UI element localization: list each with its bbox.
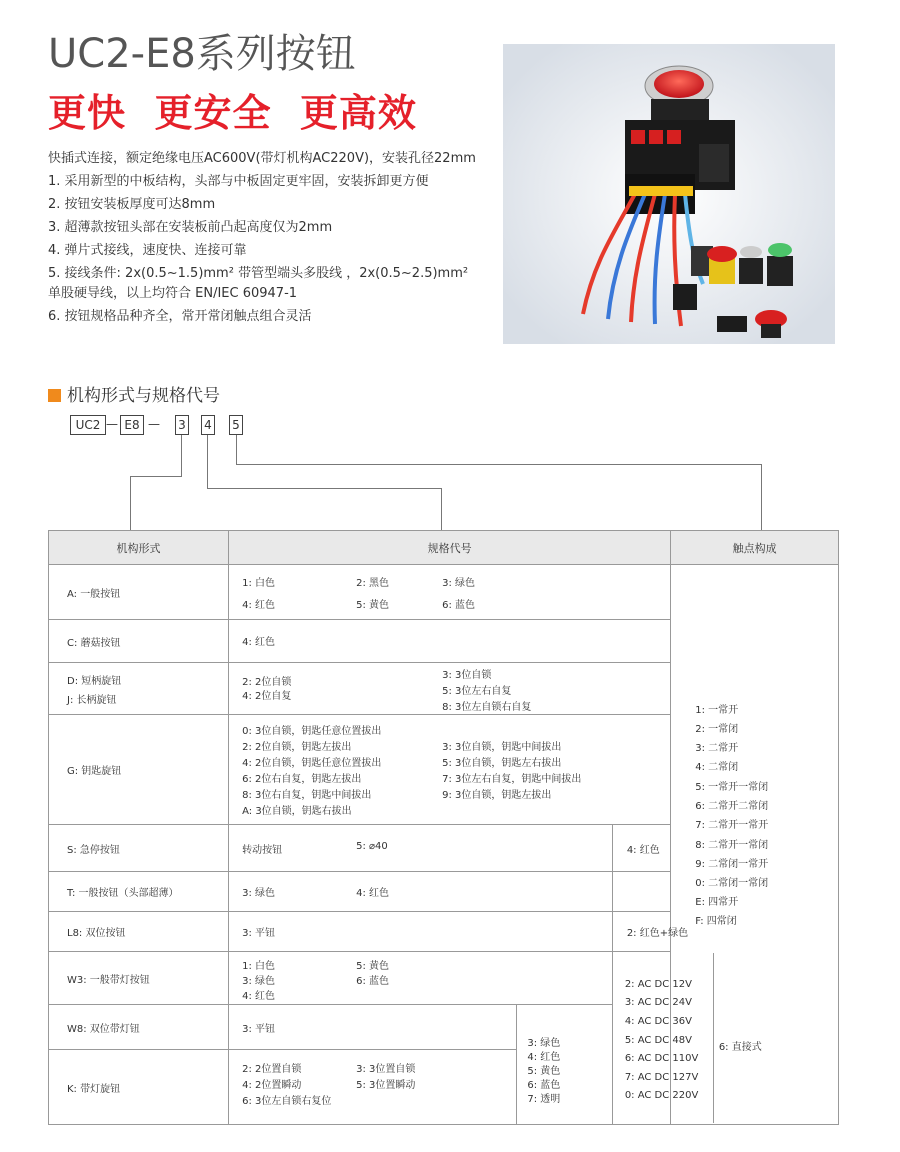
spec-item: 4: 2位置瞬动 bbox=[242, 1080, 302, 1091]
spec-table bbox=[48, 530, 839, 1125]
mech-label: S: 急停按钮 bbox=[49, 825, 229, 872]
contact-item: F: 四常闭 bbox=[695, 916, 737, 927]
lamp-color-item: 6: 蓝色 bbox=[527, 1079, 561, 1091]
spec-item: 7: 3位左右自复，钥匙中间拔出 bbox=[442, 774, 582, 785]
spec-item: 2: 2位自锁 bbox=[242, 677, 292, 688]
mech-label: C: 蘑菇按钮 bbox=[49, 620, 229, 663]
feature-line: 6. 按钮规格品种齐全，常开常闭触点组合灵活 bbox=[48, 309, 312, 324]
mech-label-line: J: 长柄旋钮 bbox=[67, 694, 117, 706]
slogan: 更快 更安全 更高效 bbox=[48, 91, 417, 135]
mech-label: W8: 双位带灯钮 bbox=[49, 1005, 229, 1050]
mech-label bbox=[49, 663, 229, 715]
connector-line bbox=[207, 488, 442, 489]
contact-item: 8: 二常开一常闭 bbox=[695, 840, 769, 851]
voltage-item: 3: AC DC 24V bbox=[624, 997, 692, 1008]
section-marker-icon bbox=[48, 389, 61, 402]
section-title-text: 机构形式与规格代号 bbox=[67, 386, 220, 406]
lamp-color-item: 5: 黄色 bbox=[527, 1065, 561, 1077]
spec-item: 2: 红色+绿色 bbox=[626, 928, 689, 939]
mech-label: K: 带灯旋钮 bbox=[49, 1050, 229, 1125]
mech-label: G: 钥匙旋钮 bbox=[49, 715, 229, 825]
lamp-voltage-block bbox=[613, 953, 713, 1123]
connector-line bbox=[130, 476, 182, 477]
spec-item: 5: 3位自锁，钥匙左右拔出 bbox=[442, 758, 562, 769]
mech-label: T: 一般按钮（头部超薄） bbox=[49, 872, 229, 912]
spec-item: 6: 2位右自复，钥匙左拔出 bbox=[242, 774, 362, 785]
code-part-series: UC2 bbox=[70, 415, 106, 435]
contact-item: 6: 二常开二常闭 bbox=[695, 801, 769, 812]
spec-item: 4: 红色 bbox=[242, 637, 276, 648]
page-title: UC2-E8系列按钮 bbox=[48, 31, 356, 77]
header-contact: 触点构成 bbox=[671, 531, 839, 565]
contact-item: 3: 二常开 bbox=[695, 743, 739, 754]
lamp-color-item: 3: 绿色 bbox=[527, 1037, 561, 1049]
feature-line: 2. 按钮安装板厚度可达8mm bbox=[48, 197, 216, 212]
mech-label: W3: 一般带灯按钮 bbox=[49, 952, 229, 1005]
direct-type: 6: 直接式 bbox=[718, 1042, 762, 1053]
connector-line bbox=[236, 435, 237, 464]
spec-item: 6: 3位左自锁右复位 bbox=[242, 1096, 332, 1107]
connector-line bbox=[130, 476, 131, 530]
feature-line: 单股硬导线，以上均符合 EN/IEC 60947-1 bbox=[48, 286, 298, 301]
mech-label: A: 一般按钮 bbox=[49, 565, 229, 620]
contact-item: 2: 一常闭 bbox=[695, 724, 739, 735]
spec-item: 8: 3位右自复，钥匙中间拔出 bbox=[242, 790, 372, 801]
contact-item: 4: 二常闭 bbox=[695, 762, 739, 773]
spec-item: 5: 黄色 bbox=[356, 600, 390, 611]
voltage-item: 5: AC DC 48V bbox=[624, 1035, 692, 1046]
code-part-mechanism: 3 bbox=[175, 415, 189, 435]
spec-item: 3: 3位自锁 bbox=[442, 670, 492, 681]
spec-item: 4: 2位自复 bbox=[242, 691, 292, 702]
spec-item: 5: ⌀40 bbox=[356, 841, 388, 852]
spec-item: 2: 黑色 bbox=[356, 578, 390, 589]
divider bbox=[713, 953, 714, 1123]
mech-label-line: D: 短柄旋钮 bbox=[67, 675, 122, 687]
contact-item: 7: 二常开一常开 bbox=[695, 820, 769, 831]
spec-item: 6: 蓝色 bbox=[442, 600, 476, 611]
spec-item: 4: 红色 bbox=[356, 888, 390, 899]
spec-item: 1: 白色 bbox=[242, 961, 276, 972]
spec-item: 2: 2位置自锁 bbox=[242, 1064, 302, 1075]
connector-line bbox=[181, 435, 182, 476]
voltage-item: 4: AC DC 36V bbox=[624, 1016, 692, 1027]
spec-item: 3: 绿色 bbox=[242, 976, 276, 987]
connector-line bbox=[236, 464, 762, 465]
spec-item: 8: 3位左自锁右自复 bbox=[442, 702, 532, 713]
connector-line bbox=[761, 464, 762, 530]
spec-item: 0: 3位自锁，钥匙任意位置拔出 bbox=[242, 726, 382, 737]
feature-line: 快插式连接，额定绝缘电压AC600V(带灯机构AC220V)，安装孔径22mm bbox=[48, 151, 476, 166]
voltage-item: 7: AC DC 127V bbox=[624, 1072, 699, 1083]
code-separator: — bbox=[106, 417, 118, 431]
feature-line: 3. 超薄款按钮头部在安装板前凸起高度仅为2mm bbox=[48, 220, 333, 235]
lamp-color-item: 7: 透明 bbox=[527, 1093, 561, 1105]
spec-item: A: 3位自锁，钥匙右拔出 bbox=[242, 806, 352, 817]
spec-item: 转动按钮 bbox=[242, 845, 283, 856]
spec-item: 5: 黄色 bbox=[356, 961, 390, 972]
code-part-contact: 5 bbox=[229, 415, 243, 435]
spec-item: 1: 白色 bbox=[242, 578, 276, 589]
connector-line bbox=[207, 435, 208, 488]
contact-item: 5: 一常开一常闭 bbox=[695, 782, 769, 793]
voltage-item: 6: AC DC 110V bbox=[624, 1053, 699, 1064]
spec-item: 2: 2位自锁，钥匙左拔出 bbox=[242, 742, 352, 753]
spec-item: 9: 3位自锁，钥匙左拔出 bbox=[442, 790, 552, 801]
voltage-item: 2: AC DC 12V bbox=[624, 979, 692, 990]
spec-item: 4: 红色 bbox=[626, 845, 660, 856]
spec-item: 4: 红色 bbox=[242, 991, 276, 1002]
feature-line: 4. 弹片式接线，速度快、连接可靠 bbox=[48, 243, 247, 258]
connector-line bbox=[441, 488, 442, 530]
section-title bbox=[48, 381, 220, 406]
spec-item: 3: 绿色 bbox=[442, 578, 476, 589]
spec-item: 3: 绿色 bbox=[242, 888, 276, 899]
feature-line: 1. 采用新型的中板结构，头部与中板固定更牢固，安装拆卸更方便 bbox=[48, 174, 429, 189]
product-photo bbox=[503, 44, 835, 344]
spec-item: 5: 3位置瞬动 bbox=[356, 1080, 416, 1091]
spec-item: 6: 蓝色 bbox=[356, 976, 390, 987]
contact-item: E: 四常开 bbox=[695, 897, 739, 908]
contact-item: 9: 二常闭一常开 bbox=[695, 859, 769, 870]
spec-item: 4: 红色 bbox=[242, 600, 276, 611]
spec-item: 3: 3位置自锁 bbox=[356, 1064, 416, 1075]
spec-item: 4: 2位自锁，钥匙任意位置拔出 bbox=[242, 758, 382, 769]
table-row bbox=[49, 565, 839, 620]
feature-line: 5. 接线条件: 2x(0.5~1.5)mm² 带管型端头多股线 ，2x(0.5~2.5)mm² bbox=[48, 266, 469, 281]
code-part-spec: 4 bbox=[201, 415, 215, 435]
spec-item: 3: 3位自锁，钥匙中间拔出 bbox=[442, 742, 562, 753]
code-part-type: E8 bbox=[120, 415, 144, 435]
voltage-item: 0: AC DC 220V bbox=[624, 1090, 699, 1101]
header-spec: 规格代号 bbox=[229, 531, 671, 565]
mech-label: L8: 双位按钮 bbox=[49, 912, 229, 952]
code-separator: — bbox=[148, 417, 160, 431]
spec-item: 3: 平钮 bbox=[242, 928, 276, 939]
header-mechanism: 机构形式 bbox=[49, 531, 229, 565]
contact-item: 0: 二常闭一常闭 bbox=[695, 878, 769, 889]
contact-item: 1: 一常开 bbox=[695, 705, 739, 716]
spec-item: 5: 3位左右自复 bbox=[442, 686, 512, 697]
lamp-color-item: 4: 红色 bbox=[527, 1051, 561, 1063]
spec-item: 3: 平钮 bbox=[242, 1024, 276, 1035]
